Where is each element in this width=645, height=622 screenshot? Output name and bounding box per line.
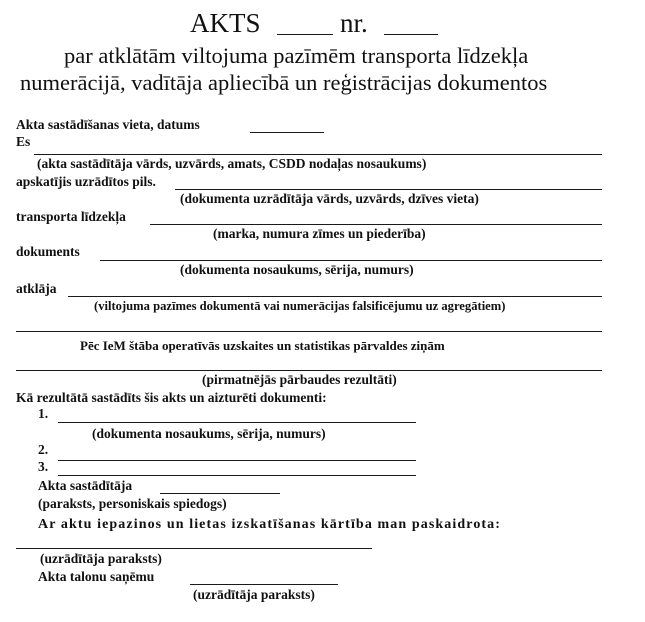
check-result-line — [16, 370, 602, 371]
item-1-caption: (dokumenta nosaukums, sērija, numurs) — [92, 426, 326, 441]
result-heading: Kā rezultātā sastādīts šis akts un aizturēti dokumenti: — [16, 390, 327, 405]
ministry-line: Pēc IeM štāba operatīvās uzskaites un statistikas pārvaldes ziņām — [80, 338, 445, 353]
forgery-caption: (viltojuma pazīmes dokumentā vai numerācijas falsificējumu uz agregātiem) — [94, 299, 506, 313]
checked-label: apskatījis uzrādītos pils. — [16, 174, 156, 189]
vehicle-label: transporta līdzekļa — [16, 209, 126, 224]
presenter-line — [175, 189, 602, 190]
found-line-2 — [16, 331, 602, 332]
item-1-line — [58, 422, 416, 423]
compiler-sign-line — [160, 493, 280, 494]
subtitle-line-2: numerācijā, vadītāja apliecībā un reģistrācijas dokumentos — [20, 70, 548, 95]
es-label: Es — [16, 134, 31, 149]
item-2-line — [58, 460, 416, 461]
compiler-caption: (akta sastādītāja vārds, uzvārds, amats, CSDD nodaļas nosaukums) — [37, 156, 427, 171]
acquainted-text: Ar aktu iepazinos un lietas izskatīšanas kārtība man paskaidrota: — [38, 517, 502, 532]
presenter-sign-caption: (uzrādītāja paraksts) — [40, 551, 162, 566]
item-3-line — [58, 475, 416, 476]
presenter-sign-line — [16, 548, 372, 549]
documents-label: dokuments — [16, 244, 80, 259]
vehicle-caption: (marka, numura zīmes un piederība) — [213, 226, 426, 241]
stub-label: Akta talonu saņēmu — [38, 569, 155, 584]
compiler-line — [34, 154, 602, 155]
place-date-line — [250, 132, 324, 133]
title-akts: AKTS — [190, 8, 261, 38]
title-nr: nr. — [340, 8, 368, 38]
documents-line — [100, 260, 602, 261]
check-caption: (pirmatnējās pārbaudes rezultāti) — [202, 372, 397, 387]
found-line — [68, 296, 602, 297]
item-3-number: 3. — [38, 459, 49, 474]
act-number-line-a — [277, 34, 333, 35]
item-2-number: 2. — [38, 442, 49, 457]
found-label: atklāja — [16, 281, 57, 296]
vehicle-line — [150, 224, 602, 225]
compiler-sign-label: Akta sastādītāja — [38, 478, 133, 493]
stub-caption: (uzrādītāja paraksts) — [193, 587, 315, 602]
compiler-sign-caption: (paraksts, personiskais spiedogs) — [38, 496, 227, 511]
item-1-number: 1. — [38, 406, 49, 421]
stub-line — [190, 584, 338, 585]
document-caption: (dokumenta nosaukums, sērija, numurs) — [180, 262, 414, 277]
subtitle-line-1: par atklātām viltojuma pazīmēm transporta līdzekļa — [64, 43, 529, 68]
place-date-label: Akta sastādīšanas vieta, datums — [16, 117, 200, 132]
act-number-line-b — [384, 34, 438, 35]
presenter-caption: (dokumenta uzrādītāja vārds, uzvārds, dzīves vieta) — [180, 191, 479, 206]
